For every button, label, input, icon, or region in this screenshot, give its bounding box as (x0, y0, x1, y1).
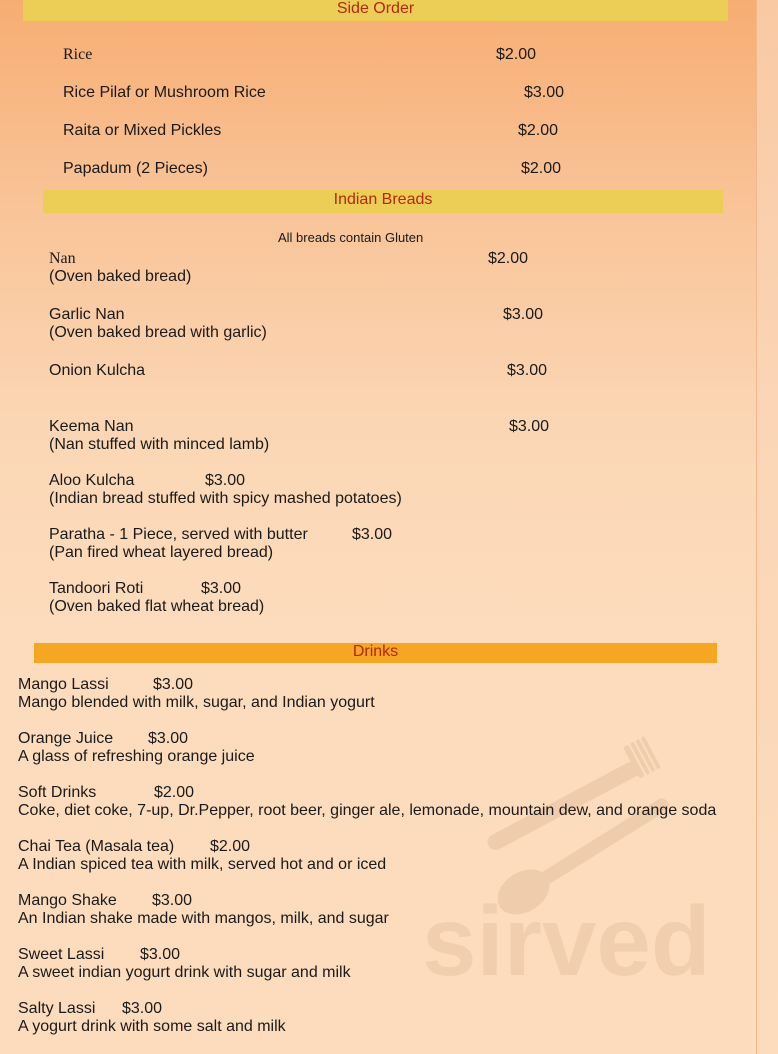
item-price: $3.00 (352, 526, 393, 543)
item-name: Orange Juice (18, 730, 114, 747)
item-description: Mango blended with milk, sugar, and Indian yogurt (18, 694, 375, 711)
strip-edge (756, 0, 757, 1054)
item-description: (Oven baked bread) (49, 268, 192, 285)
section-heading-drinks: Drinks (34, 643, 717, 663)
item-name: Papadum (2 Pieces) (63, 160, 208, 177)
item-price: $2.00 (518, 122, 559, 139)
item-name: Rice Pilaf or Mushroom Rice (63, 84, 266, 101)
item-price: $2.00 (154, 784, 195, 801)
sirved-watermark (420, 720, 730, 990)
item-price: $2.00 (521, 160, 562, 177)
item-description: (Nan stuffed with minced lamb) (49, 436, 270, 453)
item-price: $2.00 (496, 46, 537, 63)
item-name: Garlic Nan (49, 306, 125, 323)
item-description: A glass of refreshing orange juice (18, 748, 255, 765)
item-name: Rice (63, 46, 93, 63)
item-description: An Indian shake made with mangos, milk, and sugar (18, 910, 389, 927)
item-name: Paratha - 1 Piece, served with butter (49, 526, 308, 543)
item-name: Salty Lassi (18, 1000, 96, 1017)
item-name: Mango Shake (18, 892, 117, 909)
item-name: Sweet Lassi (18, 946, 105, 963)
item-description: (Oven baked flat wheat bread) (49, 598, 265, 615)
right-scroll-strip (756, 0, 778, 1054)
item-price: $3.00 (507, 362, 548, 379)
item-price: $3.00 (152, 892, 193, 909)
item-description: Coke, diet coke, 7-up, Dr.Pepper, root beer, ginger ale, lemonade, mountain dew, and orange soda (18, 802, 717, 819)
item-name: Soft Drinks (18, 784, 97, 801)
item-price: $2.00 (210, 838, 251, 855)
item-name: Tandoori Roti (49, 580, 144, 597)
item-description: A Indian spiced tea with milk, served hot and or iced (18, 856, 387, 873)
item-name: Raita or Mixed Pickles (63, 122, 222, 139)
item-name: Nan (49, 250, 76, 267)
item-price: $3.00 (148, 730, 189, 747)
gluten-note: All breads contain Gluten (278, 230, 424, 245)
item-name: Onion Kulcha (49, 362, 146, 379)
item-description: A sweet indian yogurt drink with sugar and milk (18, 964, 351, 981)
section-heading-indian-breads: Indian Breads (43, 190, 723, 213)
item-description: (Pan fired wheat layered bread) (49, 544, 274, 561)
item-price: $3.00 (153, 676, 194, 693)
item-price: $3.00 (509, 418, 550, 435)
item-price: $2.00 (488, 250, 529, 267)
item-price: $3.00 (201, 580, 242, 597)
item-price: $3.00 (122, 1000, 163, 1017)
item-name: Aloo Kulcha (49, 472, 135, 489)
item-description: A yogurt drink with some salt and milk (18, 1018, 286, 1035)
item-name: Chai Tea (Masala tea) (18, 838, 175, 855)
item-description: (Oven baked bread with garlic) (49, 324, 267, 341)
item-name: Keema Nan (49, 418, 134, 435)
watermark-text: sirved (422, 886, 711, 990)
item-price: $3.00 (524, 84, 565, 101)
item-name: Mango Lassi (18, 676, 109, 693)
item-price: $3.00 (205, 472, 246, 489)
item-price: $3.00 (140, 946, 181, 963)
item-price: $3.00 (503, 306, 544, 323)
section-heading-side-order: Side Order (23, 0, 728, 21)
item-description: (Indian bread stuffed with spicy mashed potatoes) (49, 490, 402, 507)
